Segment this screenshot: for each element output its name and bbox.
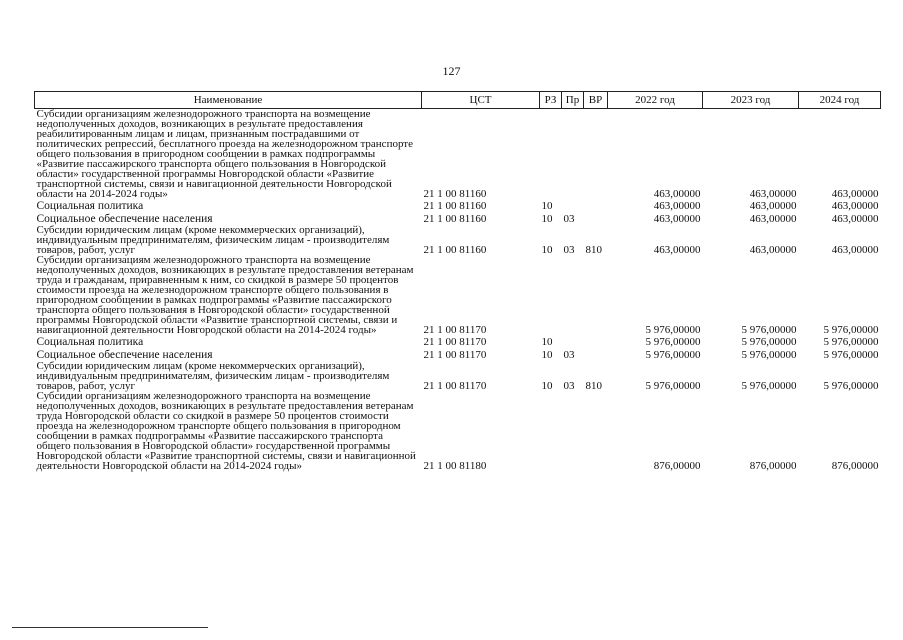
row-rz: 10 <box>541 380 553 392</box>
row-pr: 03 <box>563 349 575 361</box>
row-2022: 5 976,00000 <box>645 349 701 361</box>
row-pr <box>562 335 584 348</box>
table-header-row <box>35 92 881 109</box>
table-row <box>35 199 881 212</box>
table-row <box>35 255 881 335</box>
row-2024: 463,00000 <box>831 188 879 200</box>
row-2024: 5 976,00000 <box>823 380 879 392</box>
header-vr: ВР <box>584 92 608 109</box>
row-cst: 21 1 00 81160 <box>423 213 487 225</box>
row-cst: 21 1 00 81170 <box>423 380 487 392</box>
row-2023: 5 976,00000 <box>741 324 797 336</box>
row-cst: 21 1 00 81160 <box>423 244 487 256</box>
row-vr <box>584 109 608 200</box>
row-pr: 03 <box>563 244 575 256</box>
row-rz: 10 <box>541 336 553 348</box>
row-2022: 5 976,00000 <box>645 324 701 336</box>
row-name: Субсидии юридическим лицам (кроме некоммерческих организаций), индивидуальным предпринимателям, физическим лицам - производителям товаров, работ, услуг <box>36 224 390 256</box>
row-2024: 876,00000 <box>831 460 879 472</box>
row-2023: 876,00000 <box>749 460 797 472</box>
row-pr <box>562 109 584 200</box>
row-2024: 5 976,00000 <box>823 336 879 348</box>
row-name: Социальная политика <box>36 336 144 348</box>
header-cst: ЦСТ <box>422 92 540 109</box>
row-vr <box>584 212 608 225</box>
row-2023: 463,00000 <box>749 188 797 200</box>
row-name: Субсидии организациям железнодорожного транспорта на возмещение недополученных доходов, возникающих в результате предоставления ветеранам труда Новгородской области со скидкой в размере 50 процентов стоимости проезда на железнодорожном транспорте общего пользования в пригородном сообщении в рамках подпрограммы «Развитие пассажирского транспорта общего пользования в Новгородской области» государственной программы Новгородской области «Развитие транспортной системы, связи и навигационной деятельности Новгородской области на 2014-2024 годы» <box>36 390 416 472</box>
row-2023: 463,00000 <box>749 200 797 212</box>
row-cst: 21 1 00 81170 <box>423 324 487 336</box>
header-2022: 2022 год <box>608 92 703 109</box>
header-rz: РЗ <box>540 92 562 109</box>
row-2023: 463,00000 <box>749 244 797 256</box>
row-vr <box>584 391 608 471</box>
row-name: Социальное обеспечение населения <box>36 349 213 361</box>
budget-table <box>34 91 881 471</box>
row-pr: 03 <box>563 213 575 225</box>
row-rz <box>540 109 562 200</box>
row-rz: 10 <box>541 213 553 225</box>
row-vr <box>584 348 608 361</box>
row-vr: 810 <box>585 380 602 392</box>
table-row <box>35 335 881 348</box>
row-rz <box>540 391 562 471</box>
row-vr <box>584 335 608 348</box>
row-cst: 21 1 00 81180 <box>423 460 487 472</box>
row-name: Субсидии юридическим лицам (кроме некоммерческих организаций), индивидуальным предпринимателям, физическим лицам - производителям товаров, работ, услуг <box>36 360 390 392</box>
row-2024: 463,00000 <box>831 244 879 256</box>
row-2022: 5 976,00000 <box>645 336 701 348</box>
row-cst: 21 1 00 81170 <box>423 336 487 348</box>
row-2022: 876,00000 <box>653 460 701 472</box>
row-cst: 21 1 00 81170 <box>423 349 487 361</box>
header-2024: 2024 год <box>799 92 881 109</box>
row-vr <box>584 255 608 335</box>
table-row <box>35 361 881 391</box>
row-cst: 21 1 00 81160 <box>423 188 487 200</box>
row-2024: 5 976,00000 <box>823 324 879 336</box>
page-number: 127 <box>442 64 461 78</box>
row-rz: 10 <box>541 349 553 361</box>
row-2023: 463,00000 <box>749 213 797 225</box>
row-pr <box>562 391 584 471</box>
footer-divider <box>12 627 208 628</box>
row-vr: 810 <box>585 244 602 256</box>
row-pr: 03 <box>563 380 575 392</box>
row-cst: 21 1 00 81160 <box>423 200 487 212</box>
row-2024: 5 976,00000 <box>823 349 879 361</box>
row-vr <box>584 199 608 212</box>
row-pr <box>562 255 584 335</box>
row-name: Субсидии организациям железнодорожного транспорта на возмещение недополученных доходов, возникающих в результате предоставления реабилитированным лицам и лицам, признанным пострадавшими от политических репрессий, бесплатного проезда на железнодорожном транспорте общего пользования в пригородном сообщении в рамках подпрограммы «Развитие пассажирского транспорта общего пользования в Новгородской области» государственной программы Новгородской области «Развитие транспортной системы, связи и навигационной деятельности Новгородской области на 2014-2024 годы» <box>36 108 413 200</box>
row-2023: 5 976,00000 <box>741 380 797 392</box>
row-2022: 463,00000 <box>653 188 701 200</box>
row-pr <box>562 199 584 212</box>
row-name: Социальная политика <box>36 200 144 212</box>
row-2022: 463,00000 <box>653 213 701 225</box>
table-row <box>35 225 881 255</box>
row-2024: 463,00000 <box>831 213 879 225</box>
row-rz <box>540 255 562 335</box>
row-2022: 463,00000 <box>653 244 701 256</box>
row-2023: 5 976,00000 <box>741 336 797 348</box>
header-2023: 2023 год <box>703 92 799 109</box>
header-name: Наименование <box>35 92 422 109</box>
row-2023: 5 976,00000 <box>741 349 797 361</box>
row-name: Субсидии организациям железнодорожного транспорта на возмещение недополученных доходов, возникающих в результате предоставления ветеранам труда и гражданам, приравненным к ним, со скидкой в размере 50 процентов стоимости проезда на железнодорожном транспорте общего пользования в пригородном сообщении в рамках подпрограммы «Развитие пассажирского транспорта общего пользования в Новгородской области» государственной программы Новгородской области «Развитие транспортной системы, связи и навигационной деятельности Новгородской области на 2014-2024 годы» <box>36 254 414 336</box>
header-pr: Пр <box>562 92 584 109</box>
table-row <box>35 391 881 471</box>
row-rz: 10 <box>541 200 553 212</box>
row-name: Социальное обеспечение населения <box>36 213 213 225</box>
row-2024: 463,00000 <box>831 200 879 212</box>
table-row <box>35 109 881 200</box>
row-rz: 10 <box>541 244 553 256</box>
row-2022: 5 976,00000 <box>645 380 701 392</box>
row-2022: 463,00000 <box>653 200 701 212</box>
